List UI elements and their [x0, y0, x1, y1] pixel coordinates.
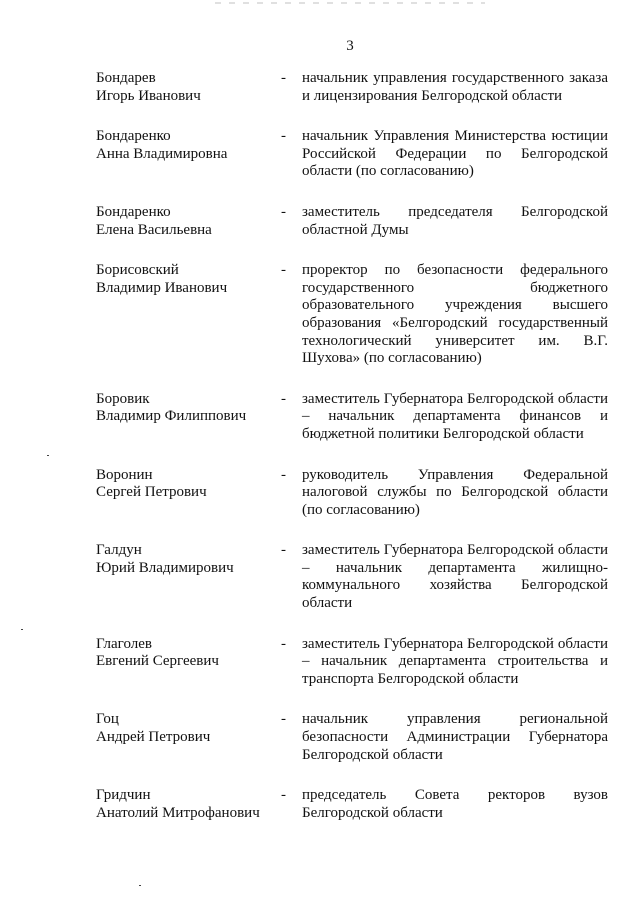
- member-given-names: Сергей Петрович: [96, 484, 207, 501]
- entry-dash: -: [281, 70, 286, 86]
- member-name: [96, 70, 281, 105]
- member-position: начальник управления региональной безопасности Администрации Губернатора Белгородской области: [302, 711, 608, 763]
- entry-dash: -: [281, 711, 286, 728]
- scan-bleed-through: [215, 2, 485, 4]
- member-position: заместитель Губернатора Белгородской области – начальник департамента жилищно-коммунального хозяйства Белгородской области: [302, 542, 608, 612]
- member-given-names: Владимир Иванович: [96, 279, 228, 296]
- entry-dash: -: [281, 635, 286, 652]
- member-given-names: Андрей Петрович: [96, 729, 211, 746]
- member-given-names: Игорь Иванович: [96, 87, 201, 104]
- page-number: 3: [346, 38, 354, 54]
- member-entry: [96, 262, 608, 368]
- member-given-names: Анатолий Митрофанович: [96, 804, 260, 821]
- scan-speck: [47, 455, 49, 456]
- member-entry: [96, 542, 608, 612]
- entry-dash: -: [281, 390, 286, 407]
- member-surname: Гридчин: [96, 787, 151, 804]
- member-position: заместитель Губернатора Белгородской области – начальник департамента строительства и транспорта Белгородской области: [302, 635, 608, 687]
- member-entry: [96, 787, 608, 822]
- member-surname: Боровик: [96, 390, 150, 407]
- member-entry: [96, 711, 608, 764]
- entry-dash: -: [281, 787, 286, 804]
- member-entry: [96, 467, 608, 520]
- member-list: [96, 70, 608, 822]
- member-entry: [96, 70, 608, 105]
- entry-dash: -: [281, 542, 286, 559]
- member-position: начальник Управления Министерства юстиции Российской Федерации по Белгородской области (по согласованию): [302, 128, 608, 180]
- member-given-names: Елена Васильевна: [96, 221, 212, 238]
- member-surname: Бондаренко: [96, 128, 171, 145]
- member-surname: Бондаренко: [96, 203, 171, 220]
- member-surname: Бондарев: [96, 70, 156, 86]
- scan-speck: [139, 885, 141, 886]
- entry-dash: -: [281, 466, 286, 483]
- member-name: [96, 467, 281, 502]
- member-entry: [96, 391, 608, 444]
- member-surname: Глаголев: [96, 635, 152, 652]
- member-name: [96, 542, 281, 577]
- member-name: [96, 636, 281, 671]
- member-entry: [96, 128, 608, 181]
- member-position: председатель Совета ректоров вузов Белгородской области: [302, 787, 608, 821]
- entry-dash: -: [281, 262, 286, 279]
- member-position: заместитель Губернатора Белгородской области – начальник департамента финансов и бюджетной политики Белгородской области: [302, 390, 608, 442]
- member-given-names: Владимир Филиппович: [96, 408, 247, 425]
- member-surname: Борисовский: [96, 262, 179, 279]
- member-name: [96, 262, 281, 297]
- member-name: [96, 787, 281, 822]
- member-entry: [96, 636, 608, 689]
- member-entry: [96, 204, 608, 239]
- scan-speck: [21, 629, 23, 630]
- member-name: [96, 391, 281, 426]
- member-surname: Галдун: [96, 542, 142, 559]
- member-position: руководитель Управления Федеральной налоговой службы по Белгородской области (по согласованию): [302, 466, 608, 518]
- member-given-names: Евгений Сергеевич: [96, 653, 219, 670]
- entry-dash: -: [281, 203, 286, 220]
- member-name: [96, 128, 281, 163]
- member-position: заместитель председателя Белгородской областной Думы: [302, 203, 608, 238]
- entry-dash: -: [281, 128, 286, 145]
- member-position: начальник управления государственного заказа и лицензирования Белгородской области: [302, 70, 608, 104]
- member-name: [96, 711, 281, 746]
- member-position: проректор по безопасности федерального государственного бюджетного образовательного учреждения высшего образования «Белгородский государственный технологический университет им. В.Г. Шухова» (по согласованию): [302, 262, 608, 367]
- member-given-names: Юрий Владимирович: [96, 559, 234, 576]
- member-surname: Гоц: [96, 711, 119, 728]
- member-surname: Воронин: [96, 466, 153, 483]
- member-given-names: Анна Владимировна: [96, 145, 228, 162]
- member-name: [96, 204, 281, 239]
